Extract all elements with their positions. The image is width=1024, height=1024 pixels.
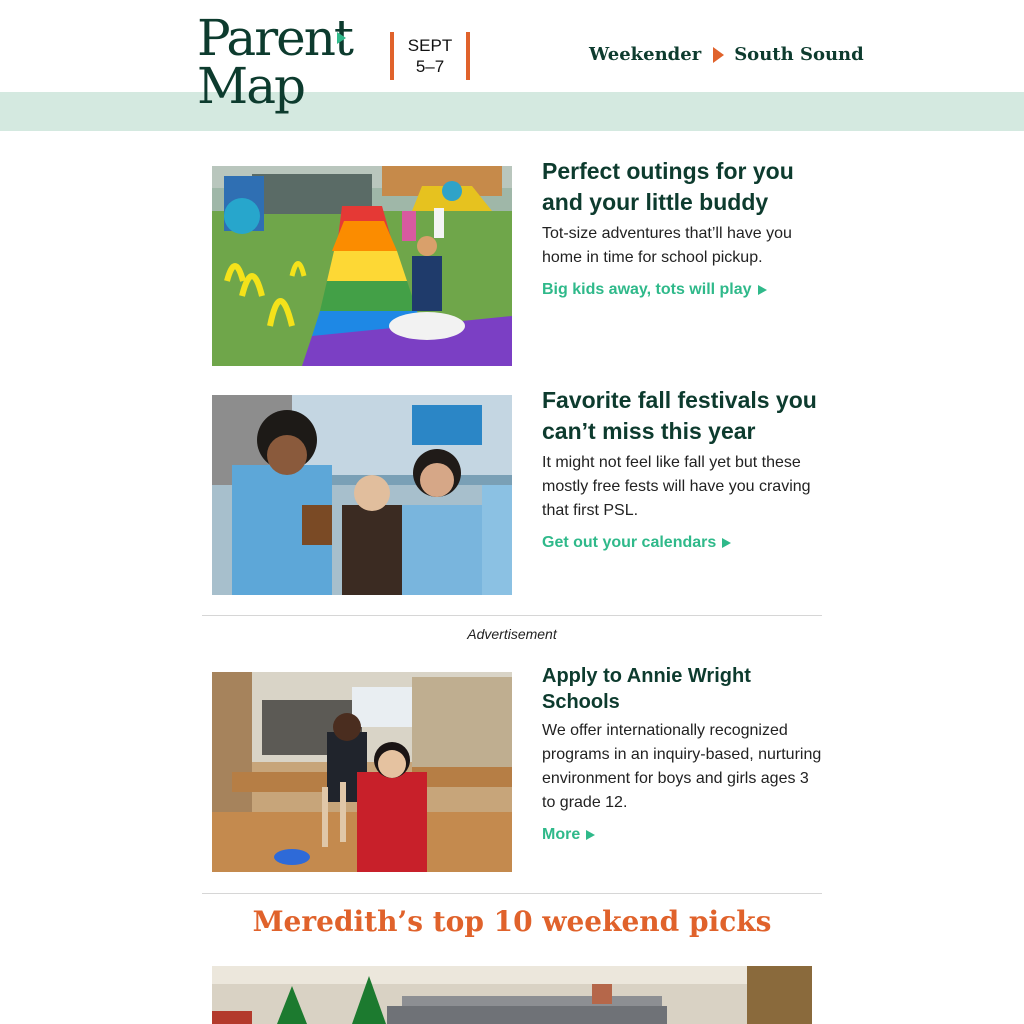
date-range: 5–7 — [415, 57, 445, 76]
date-month: SEPT — [407, 36, 453, 55]
play-arrow-icon — [722, 538, 731, 548]
article-description: Tot-size adventures that’ll have you home in time for school pickup. — [542, 225, 792, 266]
article-title[interactable]: Favorite fall festivals you can’t miss this year — [542, 387, 817, 444]
advertisement-label: Advertisement — [467, 626, 557, 642]
article-body — [542, 158, 824, 302]
article-card-tot-outings — [212, 158, 822, 366]
cta-label: Big kids away, tots will play — [542, 281, 752, 298]
ad-card-annie-wright — [212, 665, 822, 872]
article-cta-link[interactable] — [542, 531, 731, 555]
date-badge — [390, 32, 470, 80]
parentmap-logo[interactable] — [197, 9, 357, 124]
article-description: It might not feel like fall yet but these mostly free fests will have you craving that first PSL. — [542, 454, 811, 519]
article-card-fall-festivals — [212, 387, 822, 595]
play-arrow-icon — [586, 830, 595, 840]
edition-breadcrumb — [589, 44, 864, 65]
divider — [202, 615, 822, 616]
logo-play-icon — [337, 32, 346, 44]
ad-body — [542, 665, 824, 847]
divider — [202, 893, 822, 894]
festival-family-photo[interactable] — [212, 395, 512, 595]
classroom-photo[interactable] — [212, 672, 512, 872]
header-band — [0, 92, 1024, 131]
cta-label: More — [542, 826, 581, 843]
article-title[interactable]: Perfect outings for you and your little buddy — [542, 158, 794, 215]
ad-title[interactable]: Apply to Annie Wright Schools — [542, 665, 751, 713]
nav-weekender[interactable]: Weekender — [589, 44, 702, 65]
picks-heading: Meredith’s top 10 weekend picks — [252, 905, 772, 938]
article-body — [542, 387, 824, 555]
nav-south-sound[interactable]: South Sound — [734, 44, 864, 65]
logo-text-parent: Parent — [197, 9, 352, 67]
playground-photo[interactable] — [212, 166, 512, 366]
cta-label: Get out your calendars — [542, 534, 717, 551]
ad-cta-link[interactable] — [542, 823, 595, 847]
article-cta-link[interactable] — [542, 278, 767, 302]
logo-text-map: Map — [197, 57, 305, 115]
email-header — [0, 0, 1024, 92]
lego-display-photo[interactable] — [212, 966, 812, 1024]
play-arrow-icon — [758, 285, 767, 295]
breadcrumb-arrow-icon — [713, 47, 724, 63]
ad-description: We offer internationally recognized programs in an inquiry-based, nurturing environment for boys and girls ages 3 to grade 12. — [542, 722, 822, 811]
